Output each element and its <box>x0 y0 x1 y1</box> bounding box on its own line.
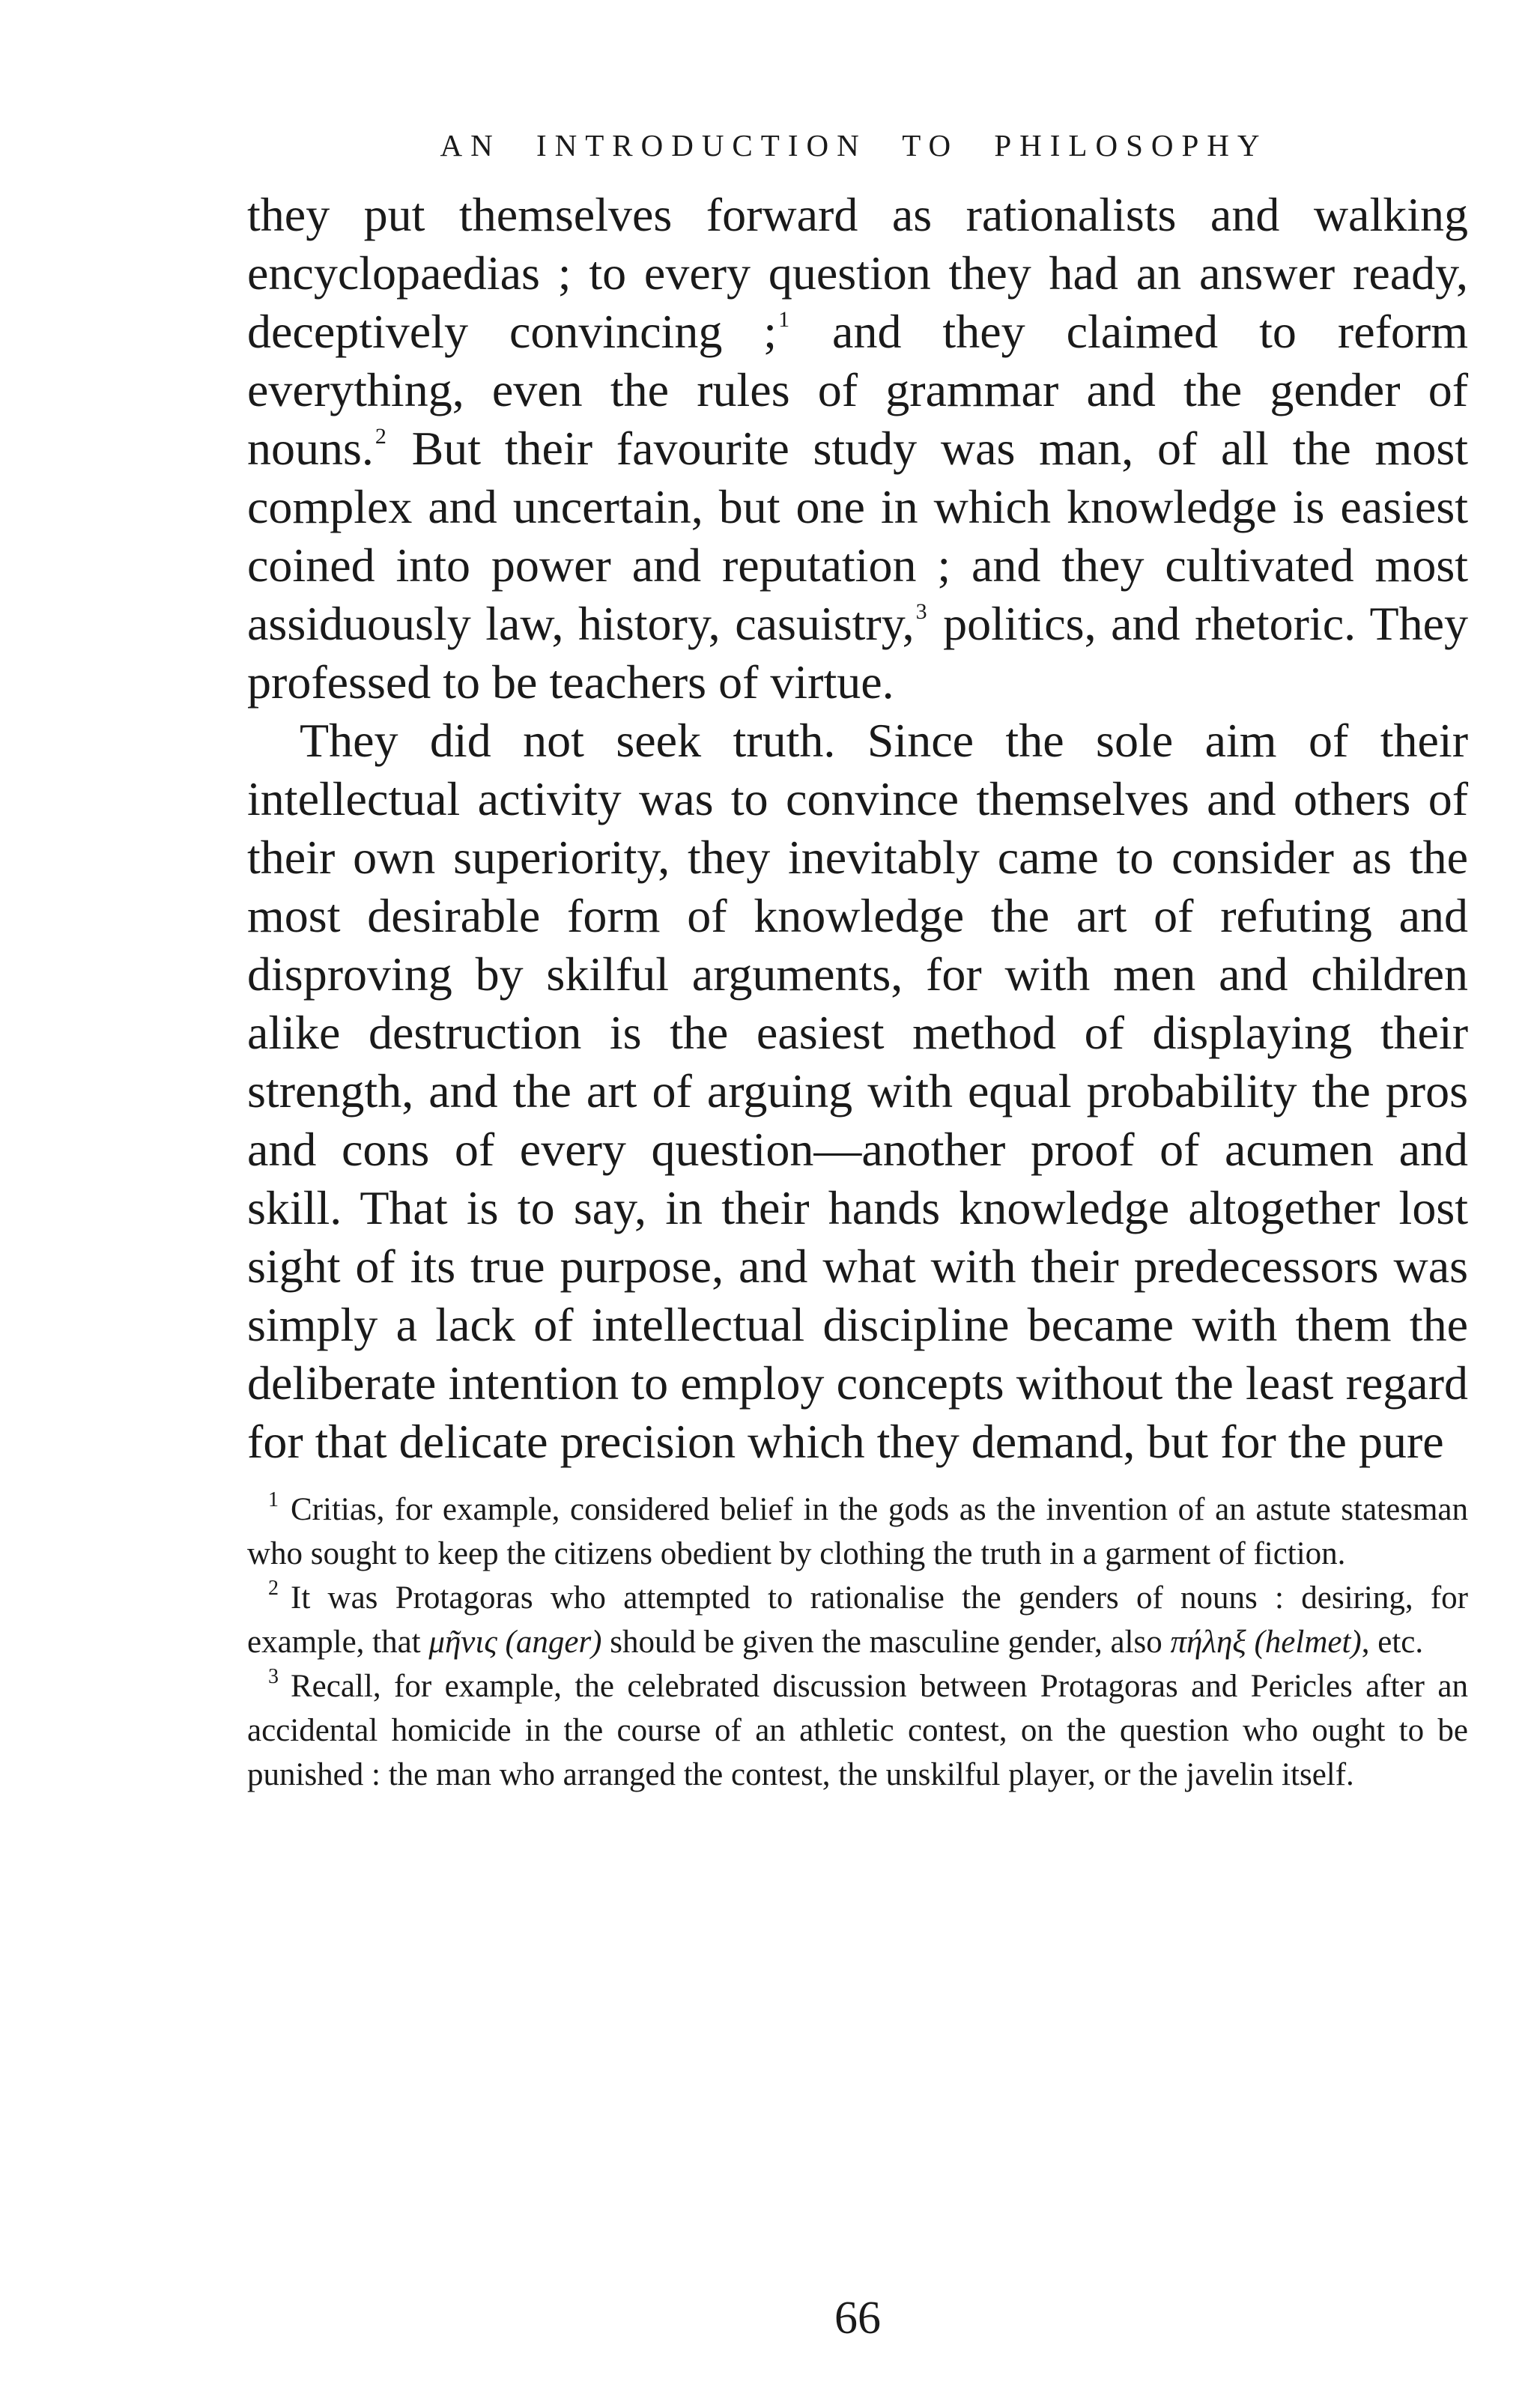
footnote-ref-3: 3 <box>915 599 927 624</box>
footnote-text: , etc. <box>1361 1625 1424 1660</box>
footnote-text: should be given the masculine gender, also <box>601 1625 1171 1660</box>
paragraph-1-part-1: they put themselves forward as rationalists and walking encyclopaedias ; to every question they had an answer ready, deceptively convincing ; <box>247 188 1468 358</box>
greek-word: πήληξ <box>1170 1625 1246 1660</box>
paragraph-1-part-4: politics, and rhetoric. They professed to be teachers of virtue. <box>247 597 1469 709</box>
footnote-text: Recall, for example, the celebrated discussion between Protagoras and Pericles after an accidental homicide in the course of an athletic contest, on the question who ought to be punished : the man who arranged the contest, the unskilful player, or the javelin itself. <box>247 1669 1468 1792</box>
greek-word: μῆνις <box>428 1625 497 1660</box>
footnote-number: 2 <box>268 1577 279 1600</box>
book-page <box>247 127 1469 2344</box>
gloss: (helmet) <box>1254 1625 1362 1660</box>
footnote-ref-1: 1 <box>778 307 790 332</box>
footnote-3 <box>247 1664 1468 1797</box>
footnote-ref-2: 2 <box>375 424 386 449</box>
footnote-number: 1 <box>268 1488 279 1511</box>
paragraph-1-part-2: and they claimed to reform everything, even the rules of grammar and the gender of nouns. <box>247 305 1469 475</box>
footnote-1 <box>247 1487 1468 1576</box>
footnote-2 <box>247 1576 1468 1664</box>
body-text <box>247 186 1468 1471</box>
page-number: 66 <box>834 2293 881 2344</box>
paragraph-1-part-3: But their favourite study was man, of all the most complex and uncertain, but one in which knowledge is easiest coined into power and reputation ; and they cultivated most assiduously law, history, casuistry, <box>247 422 1468 650</box>
footnote-text: It was Protagoras who attempted to rationalise the genders of nouns : desiring, for example, that <box>247 1580 1468 1660</box>
paragraph-1 <box>247 186 1468 712</box>
paragraph-2: They did not seek truth. Since the sole aim of their intellectual activity was to convince themselves and others of their own superiority, they inevitably came to consider as the most desirable form of knowledge the art of refuting and disproving by skilful arguments, for with men and children alike destruction is the easiest method of displaying their strength, and the art of arguing with equal probability the pros and cons of every question—another proof of acumen and skill. That is to say, in their hands knowledge altogether lost sight of its true purpose, and what with their predecessors was simply a lack of intellectual discipline became with them the deliberate intention to employ concepts without the least regard for that delicate precision which they demand, but for the pure <box>247 714 1468 1468</box>
footnotes <box>247 1487 1468 1797</box>
footnote-number: 3 <box>268 1665 279 1688</box>
running-head: AN INTRODUCTION TO PHILOSOPHY <box>440 128 1268 163</box>
footnote-text: Critias, for example, considered belief in the gods as the invention of an astute statesman who sought to keep the citizens obedient by clothing the truth in a garment of fiction. <box>247 1492 1468 1571</box>
gloss: (anger) <box>505 1625 602 1660</box>
